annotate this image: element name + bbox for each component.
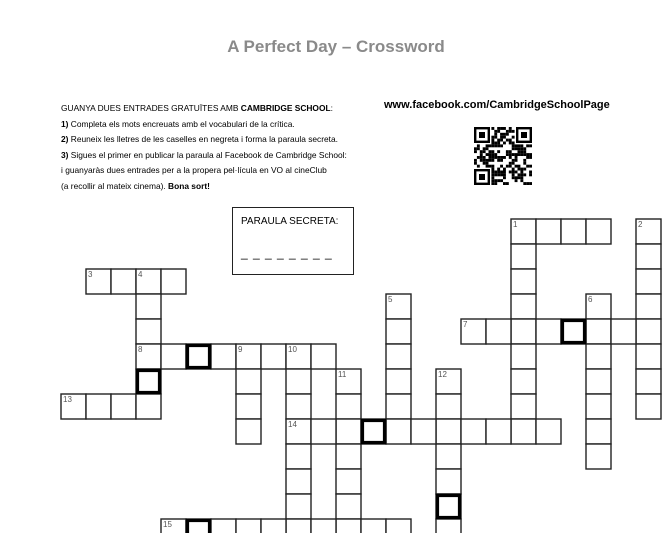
- crossword-cell[interactable]: [336, 519, 361, 533]
- crossword-cell[interactable]: [536, 419, 561, 444]
- crossword-cell[interactable]: [636, 369, 661, 394]
- crossword-cell[interactable]: [286, 519, 311, 533]
- crossword-cell[interactable]: [361, 519, 386, 533]
- instructions-step-3-line-3: (a recollir al mateix cinema). Bona sort!: [61, 180, 210, 191]
- crossword-cell[interactable]: [511, 419, 536, 444]
- crossword-cell[interactable]: [236, 394, 261, 419]
- crossword-cell[interactable]: [286, 369, 311, 394]
- crossword-cell[interactable]: [586, 344, 611, 369]
- instructions-step-1: 1) Completa els mots encreuats amb el vocabulari de la crítica.: [61, 118, 295, 129]
- crossword-cell[interactable]: [161, 344, 186, 369]
- clue-number: 12: [438, 370, 447, 379]
- crossword-cell[interactable]: [311, 344, 336, 369]
- crossword-cell[interactable]: [586, 319, 611, 344]
- crossword-cell[interactable]: [211, 344, 236, 369]
- crossword-cell[interactable]: [336, 469, 361, 494]
- crossword-cell[interactable]: [511, 369, 536, 394]
- page-title: A Perfect Day – Crossword: [227, 37, 445, 56]
- crossword-cell[interactable]: [586, 394, 611, 419]
- crossword-cell[interactable]: [636, 319, 661, 344]
- crossword-cell[interactable]: [586, 419, 611, 444]
- crossword-cell[interactable]: [511, 394, 536, 419]
- instructions-step-3-line-2: i guanyaràs dues entrades per a la propera pel·lícula en VO al cineClub: [61, 165, 327, 176]
- crossword-cell[interactable]: [386, 344, 411, 369]
- clue-number: 3: [88, 270, 93, 279]
- clue-number: 4: [138, 270, 143, 279]
- crossword-cell[interactable]: [236, 369, 261, 394]
- crossword-cell[interactable]: [261, 344, 286, 369]
- crossword-cell[interactable]: [111, 269, 136, 294]
- crossword-cell[interactable]: [86, 394, 111, 419]
- facebook-link[interactable]: www.facebook.com/CambridgeSchoolPage: [384, 99, 610, 111]
- crossword-cell[interactable]: [561, 219, 586, 244]
- crossword-cell[interactable]: [361, 419, 386, 444]
- crossword-cell[interactable]: [636, 244, 661, 269]
- crossword-cell[interactable]: [286, 394, 311, 419]
- crossword-cell[interactable]: [636, 344, 661, 369]
- crossword-cell[interactable]: [411, 419, 436, 444]
- clue-number: 7: [463, 320, 468, 329]
- crossword-cell[interactable]: [436, 519, 461, 533]
- crossword-cell[interactable]: [136, 369, 161, 394]
- crossword-cell[interactable]: [586, 219, 611, 244]
- instructions-heading: GUANYA DUES ENTRADES GRATUÏTES AMB CAMBRIDGE SCHOOL:: [61, 103, 333, 113]
- clue-number: 11: [338, 370, 347, 379]
- crossword-cell[interactable]: [436, 444, 461, 469]
- clue-number: 14: [288, 420, 297, 429]
- crossword-cell[interactable]: [136, 319, 161, 344]
- crossword-cell[interactable]: [436, 494, 461, 519]
- clue-number: 15: [163, 520, 172, 529]
- secret-word-label: PARAULA SECRETA:: [241, 216, 339, 227]
- crossword-cell[interactable]: [111, 394, 136, 419]
- crossword-cell[interactable]: [386, 394, 411, 419]
- crossword-cell[interactable]: [536, 219, 561, 244]
- crossword-cell[interactable]: [511, 294, 536, 319]
- crossword-cell[interactable]: [186, 344, 211, 369]
- crossword-cell[interactable]: [511, 344, 536, 369]
- crossword-cell[interactable]: [286, 469, 311, 494]
- crossword-cell[interactable]: [161, 269, 186, 294]
- crossword-cell[interactable]: [311, 519, 336, 533]
- crossword-cell[interactable]: [536, 319, 561, 344]
- clue-number: 2: [638, 220, 643, 229]
- crossword-cell[interactable]: [386, 369, 411, 394]
- crossword-cell[interactable]: [636, 394, 661, 419]
- crossword-cell[interactable]: [236, 519, 261, 533]
- secret-word-blanks: _ _ _ _ _ _ _ _: [241, 246, 333, 260]
- instructions-step-3: 3) Sigues el primer en publicar la paraula al Facebook de Cambridge School:: [61, 149, 347, 160]
- crossword-cell[interactable]: [136, 394, 161, 419]
- crossword-cell[interactable]: [636, 294, 661, 319]
- crossword-cell[interactable]: [486, 419, 511, 444]
- crossword-cell[interactable]: [486, 319, 511, 344]
- crossword-cell[interactable]: [586, 444, 611, 469]
- clue-number: 5: [388, 295, 393, 304]
- crossword-cell[interactable]: [511, 269, 536, 294]
- clue-number: 1: [513, 220, 518, 229]
- clue-number: 6: [588, 295, 593, 304]
- crossword-cell[interactable]: [511, 244, 536, 269]
- crossword-cell[interactable]: [611, 319, 636, 344]
- crossword-cell[interactable]: [636, 269, 661, 294]
- crossword-cell[interactable]: [436, 469, 461, 494]
- crossword-cell[interactable]: [286, 494, 311, 519]
- clue-number: 9: [238, 345, 243, 354]
- crossword-cell[interactable]: [136, 294, 161, 319]
- crossword-cell[interactable]: [561, 319, 586, 344]
- crossword-cell[interactable]: [211, 519, 236, 533]
- clue-number: 8: [138, 345, 143, 354]
- crossword-cell[interactable]: [436, 394, 461, 419]
- crossword-cell[interactable]: [311, 419, 336, 444]
- clue-number: 10: [288, 345, 297, 354]
- instructions-step-2: 2) Reuneix les lletres de les caselles en negreta i forma la paraula secreta.: [61, 134, 338, 145]
- crossword-cell[interactable]: [286, 444, 311, 469]
- crossword-cell[interactable]: [386, 419, 411, 444]
- crossword-cell[interactable]: [586, 369, 611, 394]
- crossword-cell[interactable]: [386, 519, 411, 533]
- crossword-cell[interactable]: [336, 394, 361, 419]
- crossword-cell[interactable]: [336, 444, 361, 469]
- crossword-cell[interactable]: [511, 319, 536, 344]
- crossword-cell[interactable]: [236, 419, 261, 444]
- crossword-cell[interactable]: [436, 419, 461, 444]
- crossword-cell[interactable]: [461, 419, 486, 444]
- clue-number: 13: [63, 395, 72, 404]
- crossword-cell[interactable]: [336, 419, 361, 444]
- crossword-cell[interactable]: [336, 494, 361, 519]
- crossword-cell[interactable]: [386, 319, 411, 344]
- crossword-cell[interactable]: [261, 519, 286, 533]
